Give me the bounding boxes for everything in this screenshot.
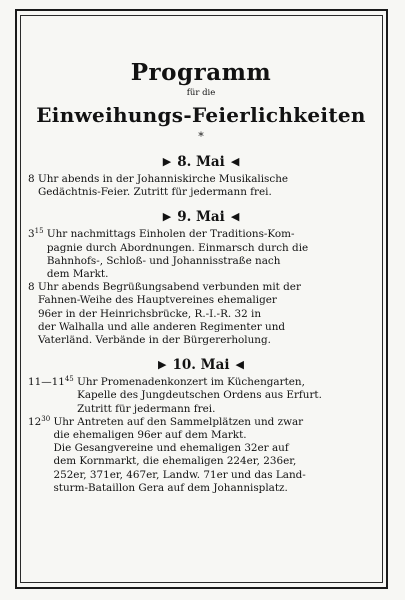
day-heading: [28, 153, 374, 171]
day-section: [28, 208, 374, 347]
entry-line: Uhr Promenadenkonzert im Küchengarten,: [77, 376, 305, 389]
entry-description: [77, 376, 374, 416]
arrow-left-icon: ◀: [235, 358, 244, 372]
arrow-left-icon: ◀: [230, 155, 240, 168]
entry-line: dem Kornmarkt, die ehemaligen 224er, 236er,: [53, 455, 297, 468]
program-content: [28, 60, 374, 495]
entry-line: Fahnen-Weihe des Hauptvereines ehemaliger: [37, 294, 277, 307]
arrow-right-icon: ▶: [162, 155, 172, 168]
entry-time: 8: [28, 281, 35, 294]
entry-description: [53, 416, 374, 495]
program-entry: [28, 281, 374, 347]
entry-description: [38, 281, 374, 347]
day-heading: [28, 208, 374, 226]
entry-description: [47, 228, 374, 281]
program-entry: [28, 173, 374, 199]
entry-line: sturm-Bataillon Gera auf dem Johannisplatz.: [53, 481, 288, 494]
entry-line: Vaterländ. Verbände in der Bürgererholung.: [37, 334, 271, 347]
subtitle-fuer-die: für die: [186, 88, 216, 98]
program-entry: [28, 228, 374, 281]
day-section: [28, 356, 374, 495]
entry-line: 252er, 371er, 467er, Landw. 71er und das Land-: [53, 468, 306, 481]
day-label: 8. Mai: [177, 154, 225, 170]
entry-time: 8: [28, 173, 35, 185]
entry-line: dem Markt.: [46, 268, 109, 281]
day-label: 10. Mai: [172, 357, 230, 374]
entry-line: Die Gesangvereine und ehemaligen 32er auf: [53, 442, 289, 455]
entry-line: Zutritt für jedermann frei.: [77, 402, 216, 415]
arrow-left-icon: ◀: [230, 210, 240, 224]
arrow-right-icon: ▶: [162, 210, 172, 224]
day-label: 9. Mai: [177, 209, 225, 226]
entry-line: Bahnhofs-, Schloß- und Johannisstraße nach: [46, 254, 281, 267]
entry-line: die ehemaligen 96er auf dem Markt.: [53, 429, 247, 442]
arrow-right-icon: ▶: [158, 358, 167, 372]
star-ornament: *: [198, 130, 204, 143]
entry-time: $11—11^{45}$: [28, 375, 74, 389]
entry-time: $3^{15}$: [28, 227, 44, 241]
entry-line: 96er in der Heinrichsbrücke, R.-I.-R. 32 in: [37, 307, 262, 320]
page-title: Programm: [130, 59, 272, 86]
day-heading: [28, 356, 374, 374]
entry-line: Uhr nachmittags Einholen der Traditions-Kom-: [46, 228, 295, 241]
entry-line: Uhr abends in der Johanniskirche Musikalische: [37, 173, 289, 185]
entry-description: [38, 173, 374, 199]
entry-line: Kapelle des Jungdeutschen Ordens aus Erfurt.: [77, 389, 322, 402]
entry-time: $12^{30}$: [28, 414, 51, 428]
entry-line: der Walhalla und alle anderen Regimenter und: [37, 320, 286, 333]
entry-line: pagnie durch Abordnungen. Einmarsch durch die: [46, 241, 309, 254]
entry-line: Uhr Antreten auf den Sammelplätzen und zwar: [53, 415, 304, 428]
entry-line: Gedächtnis-Feier. Zutritt für jedermann frei.: [37, 186, 272, 199]
program-entry: [28, 376, 374, 416]
entry-line: Uhr abends Begrüßungsabend verbunden mit der: [37, 281, 301, 294]
program-entry: [28, 416, 374, 495]
event-title: Einweihungs-Feierlichkeiten: [36, 103, 366, 127]
day-section: [28, 153, 374, 199]
